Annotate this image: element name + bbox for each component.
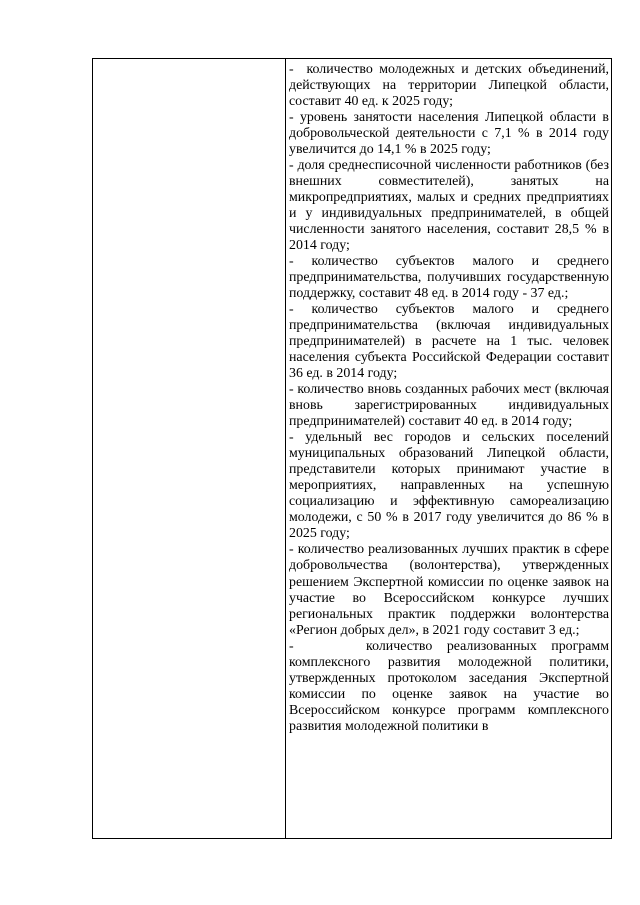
indicator-item: - удельный вес городов и сельских поселений муниципальных образований Липецкой области, представители которых принимают участие в мероприятиях, направленных на успешную социализацию и эффективную самореализацию молодежи, с 50 % в 2017 году увеличится до 86 % в 2025 году; bbox=[289, 430, 609, 542]
table-left-column bbox=[93, 59, 286, 838]
indicator-list bbox=[286, 59, 611, 735]
table-right-column bbox=[286, 59, 611, 838]
indicator-item: - количество реализованных лучших практик в сфере добровольчества (волонтерства), утвержденных решением Экспертной комиссии по оценке заявок на участие во Всероссийском конкурсе лучших региональных практик поддержки волонтерства «Регион добрых дел», в 2021 году составит 3 ед.; bbox=[289, 542, 609, 638]
document-table bbox=[92, 58, 612, 839]
indicator-item: - доля среднесписочной численности работников (без внешних совместителей), занятых на микропредприятиях, малых и средних предприятиях и у индивидуальных предпринимателей, в общей численности занятого населения, составит 28,5 % в 2014 году; bbox=[289, 158, 609, 254]
indicator-item: - количество субъектов малого и среднего предпринимательства, получивших государственную поддержку, составит 48 ед. в 2014 году - 37 ед.; bbox=[289, 254, 609, 302]
indicator-item: - уровень занятости населения Липецкой области в добровольческой деятельности с 7,1 % в 2014 году увеличится до 14,1 % в 2025 году; bbox=[289, 110, 609, 158]
indicator-item: - количество субъектов малого и среднего предпринимательства (включая индивидуальных предпринимателей) в расчете на 1 тыс. человек населения субъекта Российской Федерации составит 36 ед. в 2014 году; bbox=[289, 302, 609, 382]
indicator-item: - количество реализованных программ комплексного развития молодежной политики, утвержденных протоколом заседания Экспертной комиссии по оценке заявок на участие во Всероссийском конкурсе программ комплексного развития молодежной политики в bbox=[289, 638, 609, 734]
indicator-item: - количество молодежных и детских объединений, действующих на территории Липецкой области, составит 40 ед. к 2025 году; bbox=[289, 62, 609, 110]
indicator-item: - количество вновь созданных рабочих мест (включая вновь зарегистрированных индивидуальных предпринимателей) составит 40 ед. в 2014 году; bbox=[289, 382, 609, 430]
